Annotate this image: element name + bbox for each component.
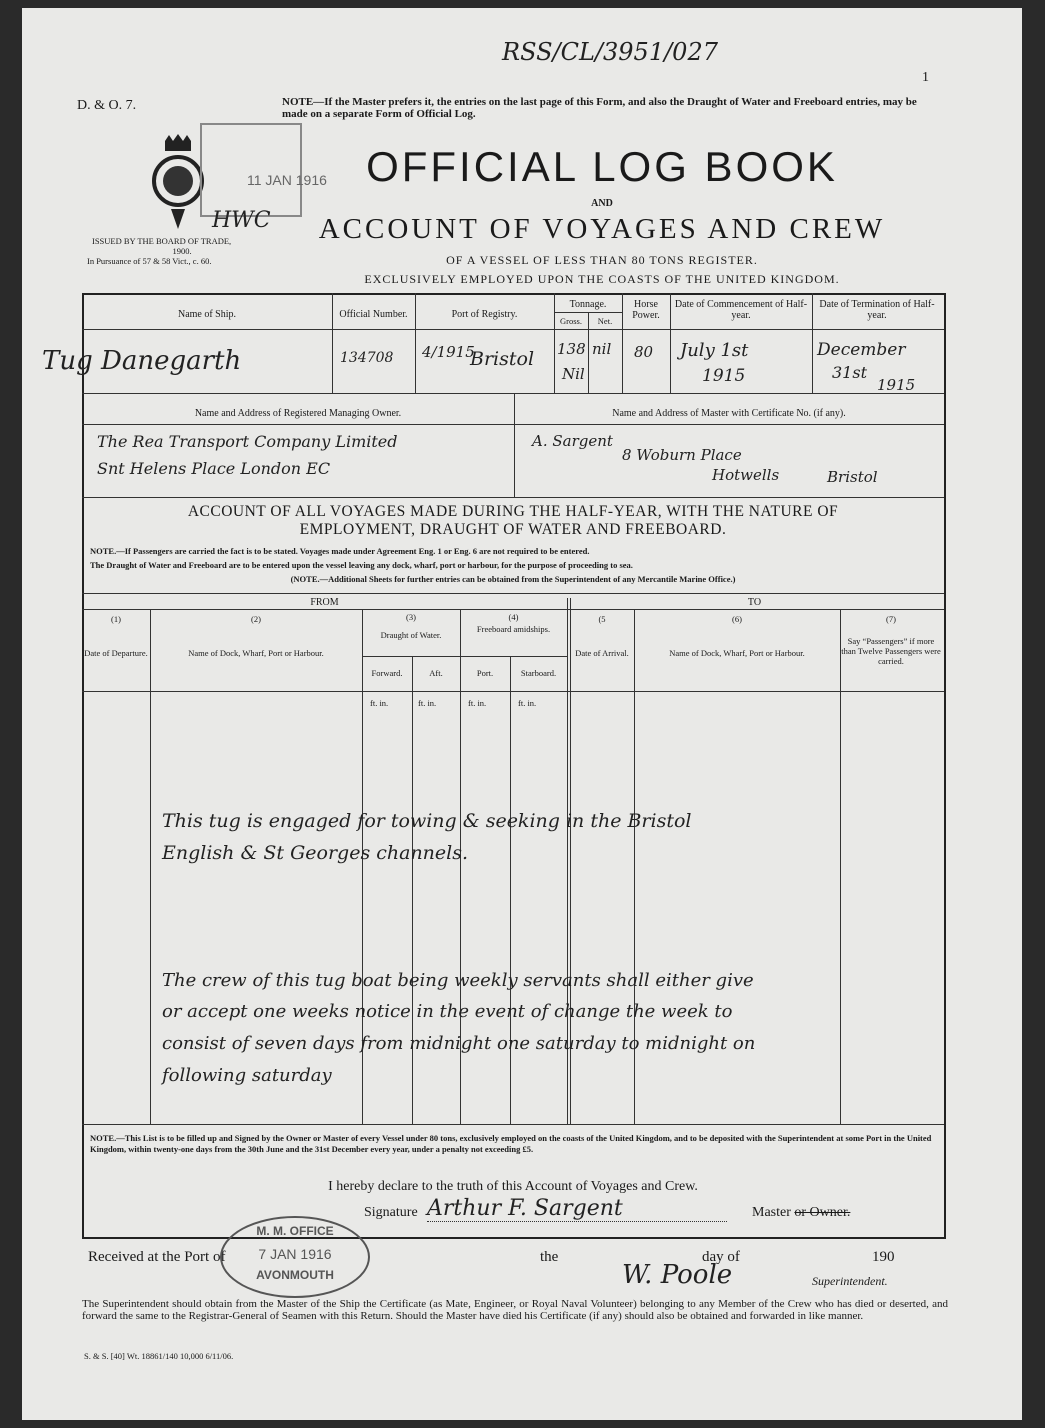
page-number: 1 [922, 70, 929, 85]
horse-power: 80 [634, 343, 654, 361]
sheets-note: (NOTE.—Additional Sheets for further entries can be obtained from the Superintendent of any Mercantile Marine Office.) [290, 574, 736, 584]
master-name: A. Sargent [532, 432, 613, 450]
title-and: AND [591, 198, 613, 209]
unit-ft-in-1: ft. in. [370, 698, 389, 708]
mm-office-stamp: M. M. OFFICE 7 JAN 1916 AVONMOUTH [220, 1216, 370, 1298]
col2-number: (2) [251, 614, 261, 624]
account-heading-2: EMPLOYMENT, DRAUGHT OF WATER AND FREEBOARD. [299, 521, 727, 538]
draught-note: The Draught of Water and Freeboard are to be entered upon the vessel leaving any dock, wharf, port or harbour, for the purpose of proceeding to sea. [90, 560, 633, 570]
ship-name: Tug Danegarth [42, 346, 242, 376]
passengers-note: NOTE.—If Passengers are carried the fact is to be stated. Voyages made under Agreement Eng. 1 or Eng. 6 are not required to be entered. [90, 546, 590, 556]
col-port-registry: Port of Registry. [451, 309, 518, 320]
col5-label: Date of Arrival. [575, 648, 629, 658]
body-line-4: or accept one weeks notice in the event of change the week to [162, 1001, 733, 1022]
archive-reference: RSS/CL/3951/027 [502, 38, 718, 66]
handwritten-initials: HWC [212, 208, 271, 233]
col-horse-power: Horse Power. [632, 299, 660, 321]
col2-label: Name of Dock, Wharf, Port or Harbour. [188, 648, 324, 658]
col-port: Port. [476, 668, 494, 678]
port-of-registry: Bristol [470, 348, 535, 370]
day-of: day of [702, 1249, 740, 1265]
receipt-stamp-date: 11 JAN 1916 [247, 172, 327, 188]
col6-label: Name of Dock, Wharf, Port or Harbour. [669, 648, 805, 658]
unit-ft-in-2: ft. in. [418, 698, 437, 708]
from-label: FROM [310, 597, 339, 608]
col-net: Net. [597, 316, 613, 326]
owner-line-2: Snt Helens Place London EC [97, 459, 331, 478]
account-heading: ACCOUNT OF ALL VOYAGES MADE DURING THE HALF-YEAR, WITH THE NATURE OF [187, 503, 839, 520]
log-book-page [22, 8, 1022, 1420]
port-number: 4/1915 [422, 343, 475, 361]
col-official-number: Official Number. [339, 309, 408, 320]
vessel-class: OF A VESSEL OF LESS THAN 80 TONS REGISTER. [446, 253, 758, 267]
master-signature: Arthur F. Sargent [427, 1196, 727, 1222]
declaration: I hereby declare to the truth of this Account of Voyages and Crew. [328, 1179, 698, 1194]
to-label: TO [747, 597, 762, 608]
top-note: NOTE—If the Master prefers it, the entries on the last page of this Form, and also the Draught of Water and Freeboard entries, may be made on a separate Form of Official Log. [282, 96, 917, 120]
net-tonnage: nil [592, 340, 612, 358]
print-code: S. & S. [40] Wt. 18861/140 10,000 6/11/06. [84, 1351, 234, 1361]
the-label: the [540, 1249, 559, 1265]
body-line-6: following saturday [162, 1065, 332, 1086]
master-label-footer: Master or Owner. [752, 1205, 851, 1220]
body-line-3: The crew of this tug boat being weekly servants shall either give [162, 970, 754, 991]
statute-reference: In Pursuance of 57 & 58 Vict., c. 60. [87, 256, 212, 266]
col4-number: (4) [508, 612, 519, 622]
gross-tonnage: 138 [557, 340, 586, 358]
unit-ft-in-3: ft. in. [468, 698, 487, 708]
superintendent-signature: W. Poole [622, 1260, 733, 1290]
main-title: OFFICIAL LOG BOOK [366, 143, 838, 190]
year-prefix: 190 [872, 1249, 895, 1265]
col-gross: Gross. [560, 316, 582, 326]
bottom-note: NOTE.—This List is to be filled up and Signed by the Owner or Master of every Vessel under 80 tons, exclusively employed on the coasts of the United Kingdom, and to be deposited with the Superintendent at some Port in the United Kingdom, within twenty-one days from the 30th June and the 31st December every year, under a penalty not exceeding £5. [90, 1133, 932, 1154]
col-tonnage: Tonnage. [569, 299, 607, 310]
superintendent-label: Superintendent. [812, 1274, 888, 1288]
superintendent-instructions: The Superintendent should obtain from the Master of the Ship the Certificate (as Mate, Engineer, or Royal Naval Volunteer) belonging to any Member of the Crew who has died or deserted, and forward the same to the Registrar-General of Seamen with this Return. Should the Master have died his Certificate (if any) should also be obtained and forwarded in like manner. [82, 1298, 948, 1322]
owner-label: Name and Address of Registered Managing Owner. [194, 408, 402, 419]
owner-line-1: The Rea Transport Company Limited [97, 432, 398, 451]
termination-day: 31st [832, 363, 867, 382]
coasts-line: EXCLUSIVELY EMPLOYED UPON THE COASTS OF THE UNITED KINGDOM. [364, 272, 840, 286]
col5-number: (5 [598, 614, 606, 624]
body-line-1: This tug is engaged for towing & seeking in the Bristol [162, 810, 692, 832]
signature-label: Signature [364, 1205, 418, 1220]
col-starboard: Starboard. [520, 668, 557, 678]
master-label: Name and Address of Master with Certificate No. (if any). [612, 408, 846, 419]
termination-month: December [817, 340, 906, 360]
col-name-of-ship: Name of Ship. [177, 309, 237, 320]
col3-label: Draught of Water. [380, 630, 442, 640]
received-at-port: Received at the Port of [88, 1249, 226, 1265]
col-commencement: Date of Commencement of Half-year. [674, 299, 808, 321]
col1-label: Date of Departure. [84, 648, 148, 658]
col-aft: Aft. [429, 668, 443, 678]
col6-number: (6) [732, 614, 742, 624]
col-forward: Forward. [371, 668, 403, 678]
body-line-2: English & St Georges channels. [162, 842, 469, 864]
form-code: D. & O. 7. [77, 98, 137, 113]
col7-number: (7) [886, 614, 896, 624]
master-street: 8 Woburn Place [622, 446, 742, 464]
net-annotation: Nil [562, 365, 585, 383]
termination-year: 1915 [877, 376, 916, 394]
col4-label: Freeboard amidships. [476, 624, 551, 634]
issued-year: 1900. [172, 246, 192, 256]
col7-label: Say “Passengers” if more than Twelve Passengers were carried. [841, 636, 941, 666]
official-number: 134708 [340, 350, 394, 366]
master-city: Bristol [827, 468, 878, 486]
subtitle: ACCOUNT OF VOYAGES AND CREW [318, 213, 886, 245]
issued-by: ISSUED BY THE BOARD OF TRADE, [92, 236, 232, 246]
commence-date: July 1st [680, 340, 749, 361]
col1-number: (1) [111, 614, 121, 624]
body-line-5: consist of seven days from midnight one saturday to midnight on [162, 1033, 756, 1054]
commence-year: 1915 [702, 366, 746, 386]
unit-ft-in-4: ft. in. [518, 698, 537, 708]
col3-number: (3) [406, 612, 416, 622]
master-district: Hotwells [712, 466, 780, 484]
col-termination: Date of Termination of Half-year. [819, 299, 935, 321]
